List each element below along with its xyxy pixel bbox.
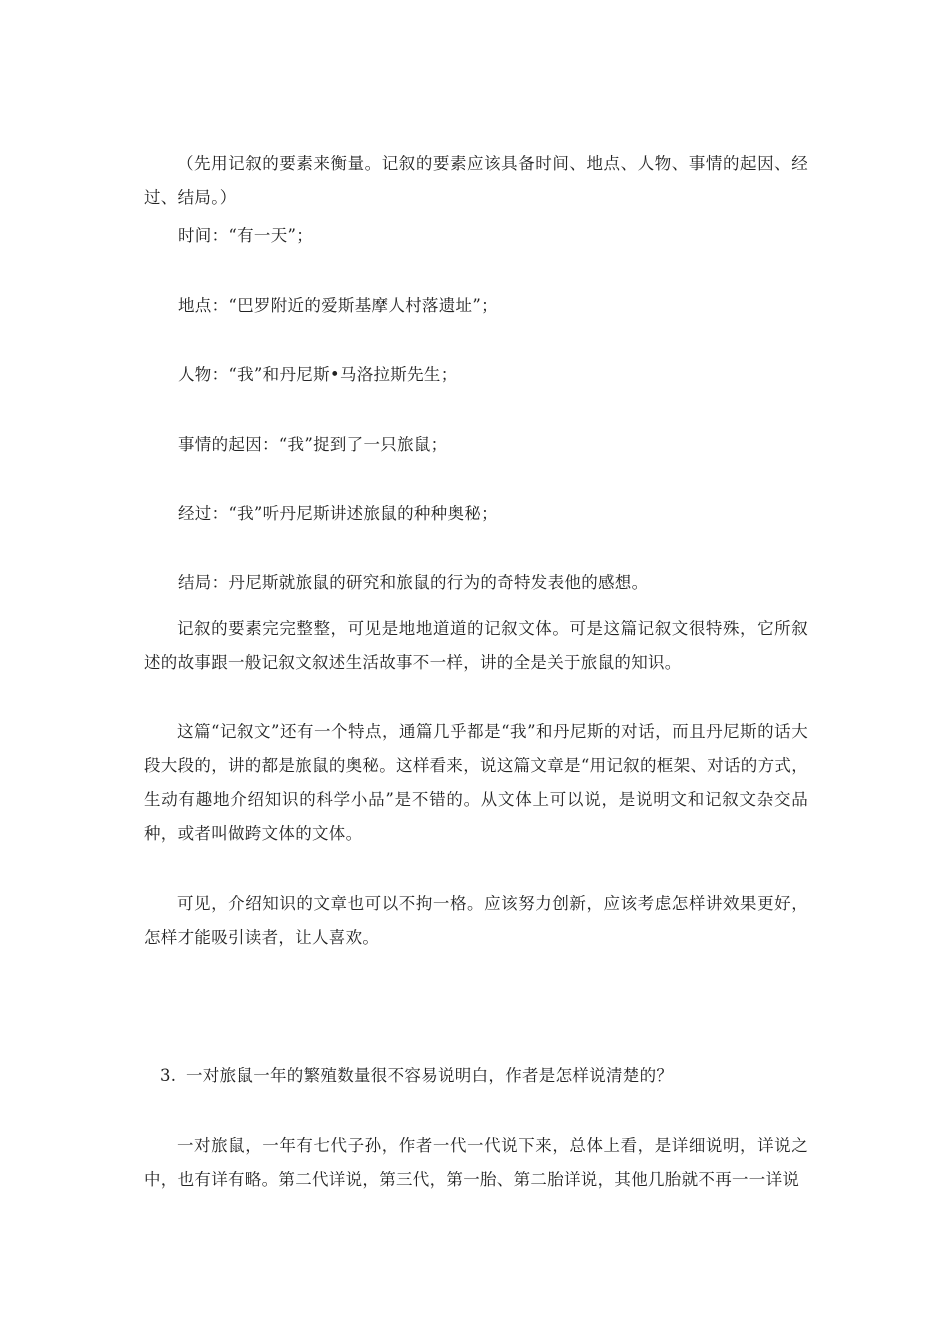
element-place: 地点：“巴罗附近的爱斯基摩人村落遗址”； [178,296,498,315]
paragraph-feature: 这篇“记叙文”还有一个特点，通篇几乎都是“我”和丹尼斯的对话，而且丹尼斯的话大段大段的，讲的都是旅鼠的奥秘。这样看来，说这篇文章是“用记叙的框架、对话的方式，生动有趣地介绍知识的科学小品”是不错的。从文体上可以说，是说明文和记叙文杂交品种，或者叫做跨文体的文体。 [144,722,808,843]
paragraph-intro: （先用记叙的要素来衡量。记叙的要素应该具备时间、地点、人物、事情的起因、经过、结局。） [144,154,808,207]
paragraph-analysis: 记叙的要素完完整整，可见是地地道道的记叙文体。可是这篇记叙文很特殊，它所叙述的故事跟一般记叙文叙述生活故事不一样，讲的全是关于旅鼠的知识。 [144,619,808,672]
element-people: 人物：“我”和丹尼斯•马洛拉斯先生； [178,365,458,384]
question-3 [160,1059,673,1093]
answer-paragraph: 一对旅鼠，一年有七代子孙，作者一代一代说下来，总体上看，是详细说明，详说之中，也有详有略。第二代详说，第三代，第一胎、第二胎详说，其他几胎就不再一一详说 [144,1136,808,1189]
element-time: 时间：“有一天”； [178,226,314,245]
element-cause: 事情的起因：“我”捉到了一只旅鼠； [178,435,448,454]
element-ending: 结局：丹尼斯就旅鼠的研究和旅鼠的行为的奇特发表他的感想。 [178,573,649,592]
question-text: 一对旅鼠一年的繁殖数量很不容易说明白，作者是怎样说清楚的？ [186,1066,674,1085]
element-process: 经过：“我”听丹尼斯讲述旅鼠的种种奥秘； [178,504,498,523]
paragraph-conclusion: 可见，介绍知识的文章也可以不拘一格。应该努力创新，应该考虑怎样讲效果更好，怎样才能吸引读者，让人喜欢。 [144,894,808,947]
question-number: 3. [160,1066,177,1085]
